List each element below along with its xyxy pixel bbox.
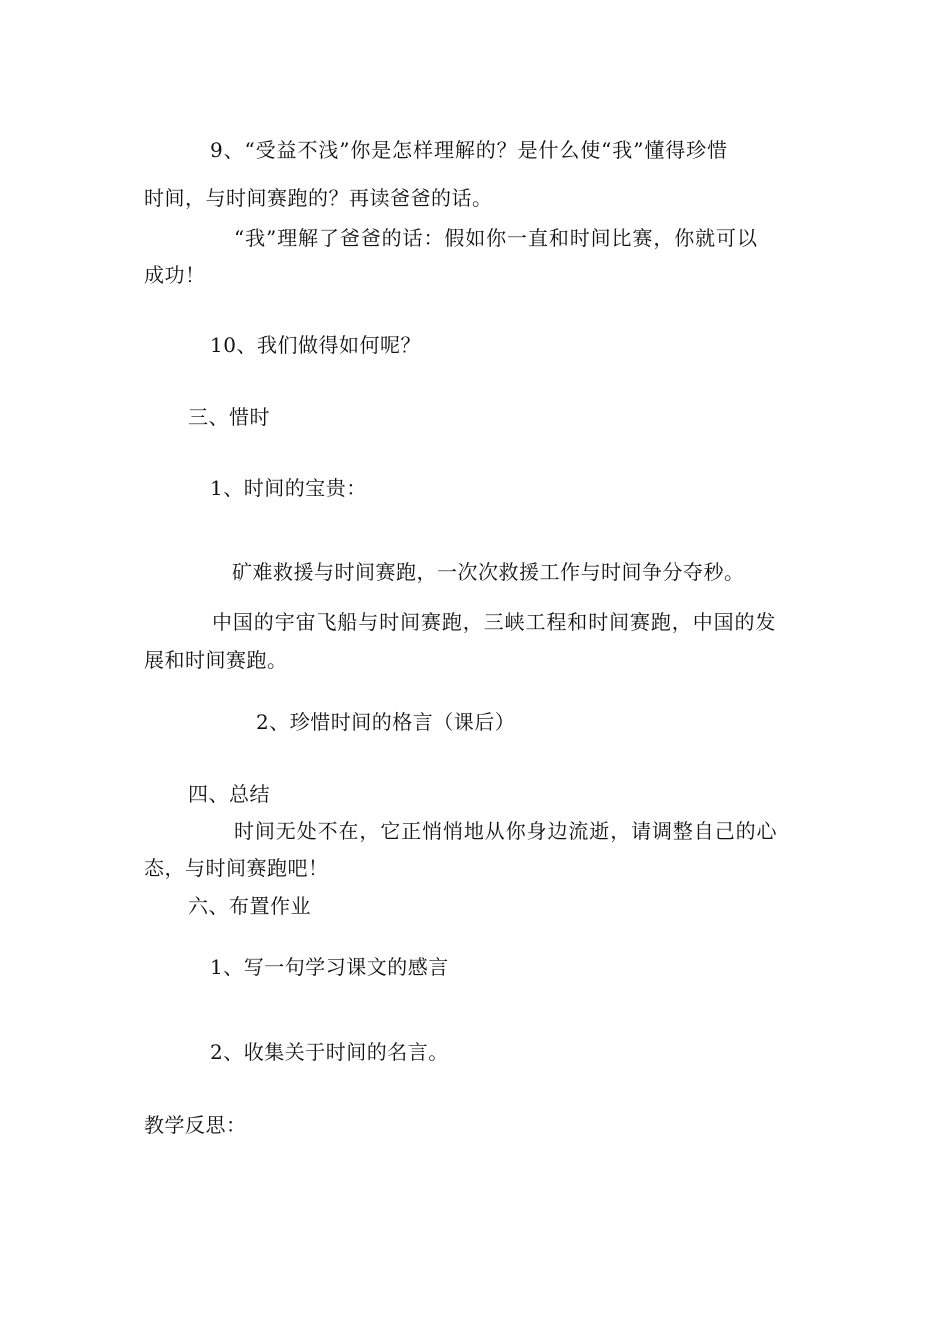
section-3-item-1: 1、时间的宝贵： xyxy=(210,476,367,500)
section-3-heading: 三、惜时 xyxy=(188,405,270,429)
question-9-line-1: 9、“受益不浅”你是怎样理解的？是什么使“我”懂得珍惜 xyxy=(210,138,728,162)
question-9-line-2: 时间，与时间赛跑的？再读爸爸的话。 xyxy=(144,186,493,210)
section-3-paragraph-1: 矿难救援与时间赛跑，一次次救援工作与时间争分夺秒。 xyxy=(232,560,745,584)
question-9-answer-line-1: “我”理解了爸爸的话：假如你一直和时间比赛，你就可以 xyxy=(234,226,758,250)
section-3-paragraph-2-line-2: 展和时间赛跑。 xyxy=(144,648,288,672)
section-3-paragraph-2-line-1: 中国的宇宙飞船与时间赛跑，三峡工程和时间赛跑，中国的发 xyxy=(212,610,777,634)
section-4-heading: 四、总结 xyxy=(188,782,270,806)
section-3-item-2: 2、珍惜时间的格言（课后） xyxy=(256,710,516,734)
section-6-heading: 六、布置作业 xyxy=(188,894,311,918)
question-9-answer-line-2: 成功！ xyxy=(144,263,206,287)
section-6-item-2: 2、收集关于时间的名言。 xyxy=(210,1040,449,1064)
teaching-reflection-label: 教学反思： xyxy=(144,1113,247,1137)
section-4-paragraph-line-1: 时间无处不在，它正悄悄地从你身边流逝，请调整自己的心 xyxy=(234,819,778,843)
section-6-item-1: 1、写一句学习课文的感言 xyxy=(210,955,449,979)
section-4-paragraph-line-2: 态，与时间赛跑吧！ xyxy=(144,856,329,880)
question-10: 10、我们做得如何呢？ xyxy=(210,333,421,357)
